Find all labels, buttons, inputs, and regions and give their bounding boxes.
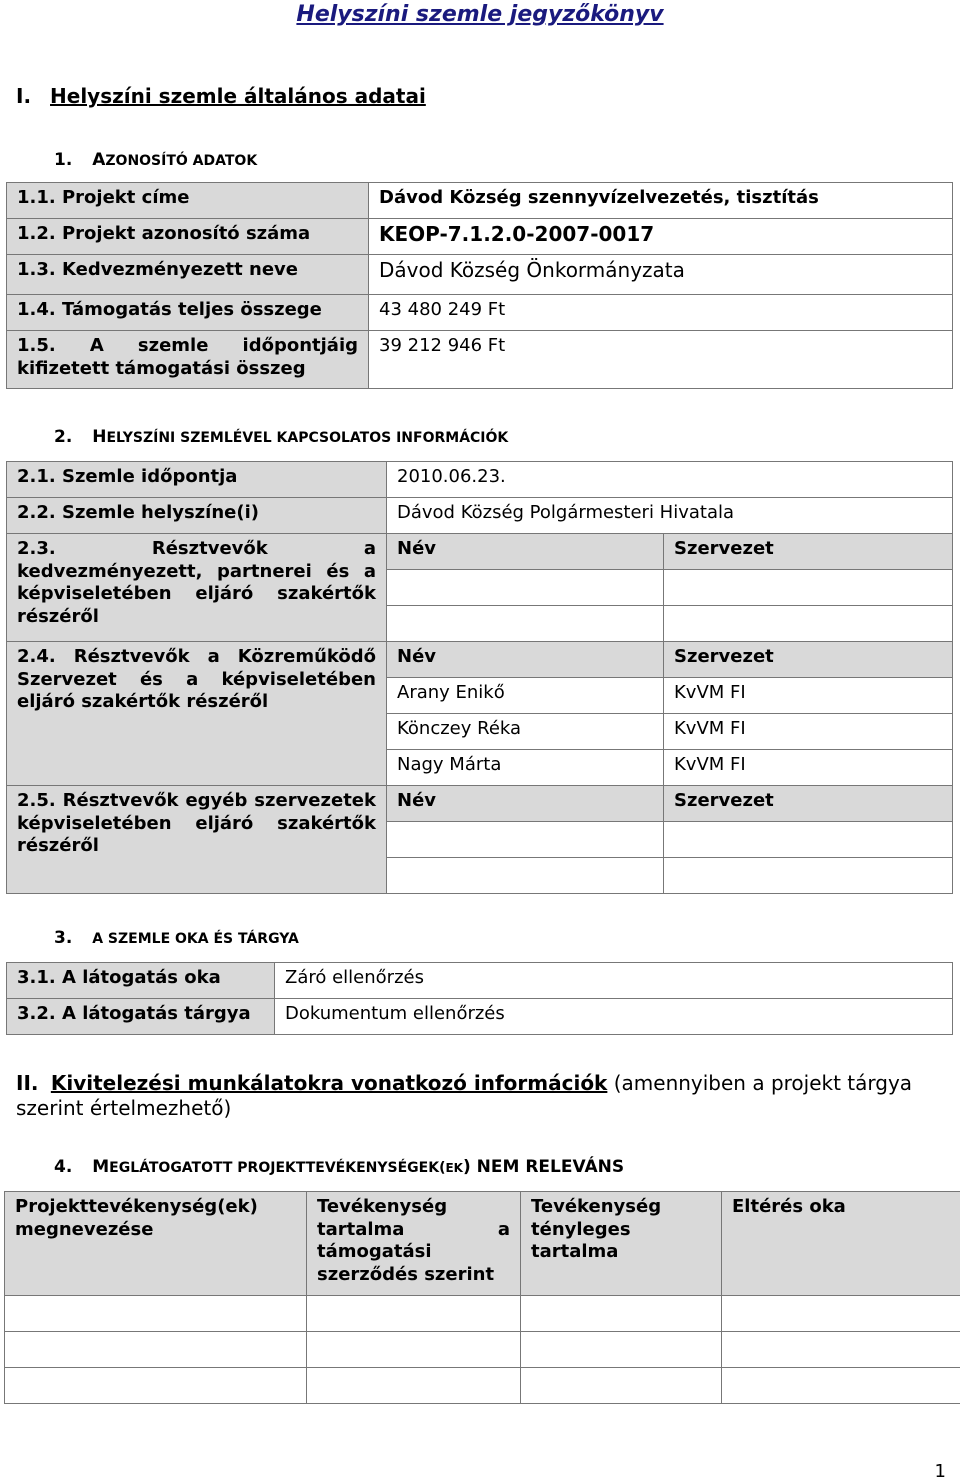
part-2-heading bbox=[16, 1071, 952, 1121]
document-title: Helyszíni szemle jegyzőkönyv bbox=[296, 2, 664, 27]
organization-column-header: Szervezet bbox=[664, 642, 953, 678]
table-row bbox=[7, 534, 953, 570]
participant-organization: KvVM FI bbox=[664, 678, 953, 714]
inspection-info-table bbox=[6, 461, 953, 894]
empty-cell bbox=[307, 1368, 521, 1404]
empty-cell bbox=[664, 858, 953, 894]
section-4-not-relevant: ) NEM RELEVÁNS bbox=[462, 1157, 625, 1177]
table-row bbox=[7, 255, 953, 295]
part-2-note: (amennyiben a projekt tárgya szerint értelmezhető) bbox=[16, 1071, 913, 1120]
section-3-title: A SZEMLE OKA ÉS TÁRGYA bbox=[92, 931, 299, 947]
table-row bbox=[7, 999, 953, 1035]
empty-cell bbox=[307, 1332, 521, 1368]
inspection-date-label: 2.1. Szemle időpontja bbox=[7, 462, 387, 498]
empty-cell bbox=[722, 1332, 960, 1368]
empty-cell bbox=[307, 1296, 521, 1332]
name-column-header: Név bbox=[387, 642, 664, 678]
table-row bbox=[7, 963, 953, 999]
part-1-heading bbox=[16, 84, 426, 108]
section-2-title: ELYSZÍNI SZEMLÉVEL KAPCSOLATOS INFORMÁCIÓK bbox=[106, 430, 509, 446]
participant-name: Arany Enikő bbox=[387, 678, 664, 714]
table-row bbox=[7, 642, 953, 678]
empty-cell bbox=[5, 1296, 307, 1332]
organization-column-header: Szervezet bbox=[664, 534, 953, 570]
part-1-number: I. bbox=[16, 84, 32, 108]
section-1-title-initial: A bbox=[92, 150, 106, 170]
visit-subject-value: Dokumentum ellenőrzés bbox=[275, 999, 953, 1035]
visit-reason-label: 3.1. A látogatás oka bbox=[7, 963, 275, 999]
empty-cell bbox=[664, 606, 953, 642]
section-4-number: 4. bbox=[54, 1157, 73, 1177]
empty-cell bbox=[387, 858, 664, 894]
empty-cell bbox=[521, 1332, 722, 1368]
table-row bbox=[5, 1368, 960, 1404]
table-row bbox=[7, 183, 953, 219]
empty-cell bbox=[387, 606, 664, 642]
section-2-title-initial: H bbox=[92, 427, 107, 447]
agency-participants-label: 2.4. Résztvevők a Közreműködő Szervezet és a képviseletében eljáró szakértők részéről bbox=[7, 642, 387, 786]
other-participants-label: 2.5. Résztvevők egyéb szervezetek képviseletében eljáró szakértők részéről bbox=[7, 786, 387, 894]
project-id-label: 1.2. Projekt azonosító száma bbox=[7, 219, 369, 255]
visit-reason-value: Záró ellenőrzés bbox=[275, 963, 953, 999]
total-support-value: 43 480 249 Ft bbox=[369, 295, 953, 331]
section-4-title-initial: M bbox=[92, 1157, 110, 1177]
project-title-label: 1.1. Projekt címe bbox=[7, 183, 369, 219]
part-2-number: II. bbox=[16, 1071, 39, 1095]
empty-cell bbox=[521, 1296, 722, 1332]
table-row bbox=[7, 498, 953, 534]
empty-cell bbox=[5, 1368, 307, 1404]
inspection-date-value: 2010.06.23. bbox=[387, 462, 953, 498]
section-4-title: EGLÁTOGATOTT PROJEKTTEVÉKENYSÉGEK( bbox=[109, 1160, 446, 1176]
organization-column-header: Szervezet bbox=[664, 786, 953, 822]
visit-reason-table bbox=[6, 962, 953, 1035]
name-column-header: Név bbox=[387, 534, 664, 570]
actual-content-header: Tevékenység tényleges tartalma bbox=[521, 1192, 722, 1296]
part-2-title: Kivitelezési munkálatokra vonatkozó információk bbox=[50, 1071, 608, 1095]
project-activities-table bbox=[4, 1191, 960, 1404]
inspection-location-label: 2.2. Szemle helyszíne(i) bbox=[7, 498, 387, 534]
participant-name: Nagy Márta bbox=[387, 750, 664, 786]
empty-cell bbox=[664, 822, 953, 858]
contract-content-header: Tevékenység tartalma a támogatási szerződés szerint bbox=[307, 1192, 521, 1296]
participant-name: Könczey Réka bbox=[387, 714, 664, 750]
part-1-title: Helyszíni szemle általános adatai bbox=[50, 84, 426, 108]
inspection-location-value: Dávod Község Polgármesteri Hivatala bbox=[387, 498, 953, 534]
participant-organization: KvVM FI bbox=[664, 714, 953, 750]
name-column-header: Név bbox=[387, 786, 664, 822]
table-row bbox=[5, 1332, 960, 1368]
deviation-reason-header: Eltérés oka bbox=[722, 1192, 960, 1296]
section-4-title-suffix: EK bbox=[445, 1161, 463, 1175]
table-row bbox=[7, 295, 953, 331]
section-1-heading bbox=[54, 150, 257, 170]
empty-cell bbox=[521, 1368, 722, 1404]
section-3-heading bbox=[54, 928, 299, 948]
table-row bbox=[7, 786, 953, 822]
beneficiary-label: 1.3. Kedvezményezett neve bbox=[7, 255, 369, 295]
table-header-row bbox=[5, 1192, 960, 1296]
section-3-number: 3. bbox=[54, 928, 73, 948]
section-2-number: 2. bbox=[54, 427, 73, 447]
table-row bbox=[7, 331, 953, 389]
section-1-number: 1. bbox=[54, 150, 73, 170]
empty-cell bbox=[722, 1368, 960, 1404]
project-title-value: Dávod Község szennyvízelvezetés, tisztítás bbox=[369, 183, 953, 219]
empty-cell bbox=[387, 822, 664, 858]
beneficiary-participants-label: 2.3. Résztvevők a kedvezményezett, partnerei és a képviseletében eljáró szakértők részéről bbox=[7, 534, 387, 642]
empty-cell bbox=[664, 570, 953, 606]
section-4-heading bbox=[54, 1157, 624, 1177]
empty-cell bbox=[387, 570, 664, 606]
paid-support-value: 39 212 946 Ft bbox=[369, 331, 953, 389]
project-id-value: KEOP-7.1.2.0-2007-0017 bbox=[369, 219, 953, 255]
activity-name-header: Projekttevékenység(ek) megnevezése bbox=[5, 1192, 307, 1296]
section-1-title: ZONOSÍTÓ ADATOK bbox=[105, 153, 258, 169]
empty-cell bbox=[722, 1296, 960, 1332]
table-row bbox=[5, 1296, 960, 1332]
table-row bbox=[7, 219, 953, 255]
table-row bbox=[7, 462, 953, 498]
visit-subject-label: 3.2. A látogatás tárgya bbox=[7, 999, 275, 1035]
section-2-heading bbox=[54, 427, 508, 447]
total-support-label: 1.4. Támogatás teljes összege bbox=[7, 295, 369, 331]
empty-cell bbox=[5, 1332, 307, 1368]
page-number: 1 bbox=[934, 1461, 946, 1482]
participant-organization: KvVM FI bbox=[664, 750, 953, 786]
identification-table bbox=[6, 182, 953, 389]
beneficiary-value: Dávod Község Önkormányzata bbox=[369, 255, 953, 295]
paid-support-label: 1.5. A szemle időpontjáig kifizetett támogatási összeg bbox=[7, 331, 369, 389]
